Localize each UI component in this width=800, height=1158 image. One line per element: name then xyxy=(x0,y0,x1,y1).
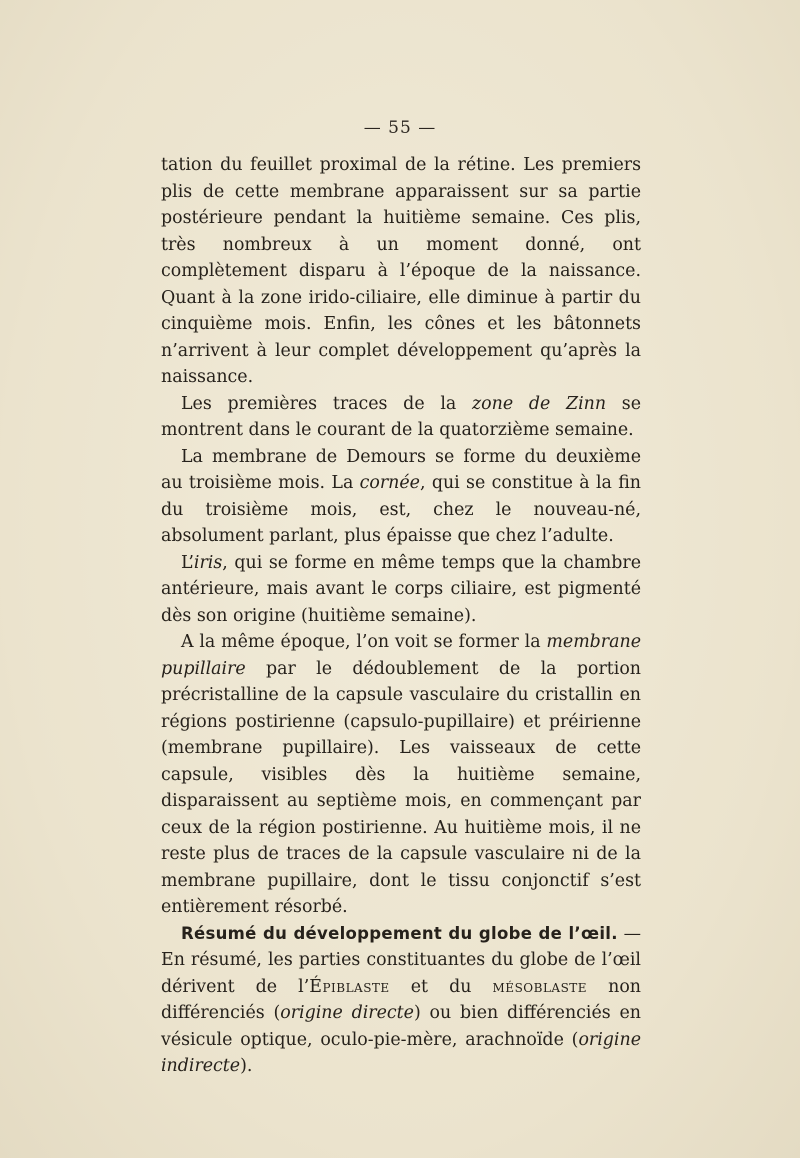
paragraph-iris xyxy=(161,550,641,630)
term-origine-directe: origine directe xyxy=(280,1003,414,1023)
term-origine-indirecte: origine indirecte xyxy=(161,1029,641,1076)
text-run: A la même époque, l’on voit se former la xyxy=(181,632,547,652)
text-run: En résumé, les parties constituantes du globe de l’œil dérivent de l’ xyxy=(161,950,641,997)
term-iris: iris xyxy=(193,552,223,573)
paragraph-pupillary-membrane xyxy=(161,629,641,921)
term-zone-de-zinn: zone de Zinn xyxy=(472,393,607,414)
text-run: — xyxy=(617,923,641,944)
text-run: et du xyxy=(389,976,493,997)
paragraph-summary xyxy=(161,921,641,1080)
text-run: , qui se constitue à la fin du troisième mois, est, chez le nouveau-né, absolument parlant, plus épaisse que chez l’adulte. xyxy=(161,473,642,546)
page-number: — 55 — xyxy=(363,118,437,138)
text-run: se montrent dans le courant de la quatorzième semaine. xyxy=(161,393,642,440)
text-run: ). xyxy=(240,1056,253,1076)
text-run: L’ xyxy=(181,552,194,573)
text-run: Les premières traces de la xyxy=(181,393,472,414)
paragraph-zonule-zinn xyxy=(161,391,641,444)
section-heading-resume: Résumé du développement du globe de l’œil. xyxy=(181,923,618,943)
body-text xyxy=(161,152,641,1080)
paragraph-cornea xyxy=(161,444,641,550)
term-mesoblaste: mésoblaste xyxy=(492,976,588,997)
term-membrane-pupillaire: membrane pupillaire xyxy=(161,632,641,679)
text-run: , qui se forme en même temps que la chambre antérieure, mais avant le corps ciliaire, est pigmenté dès son origine (huitième semaine). xyxy=(161,552,641,626)
text-run: ) ou bien différenciés en vésicule optique, oculo-pie-mère, arachnoïde ( xyxy=(161,1003,641,1050)
paragraph-retina: tation du feuillet proximal de la rétine. Les premiers plis de cette membrane apparaissent sur sa partie postérieure pendant la huitième semaine. Ces plis, très nombreux à un moment donné, ont complètement disparu à l’époque de la naissance. Quant à la zone irido-ciliaire, elle diminue à partir du cinquième mois. Enfin, les cônes et les bâtonnets n’arrivent à leur complet développement qu’après la naissance. xyxy=(161,155,641,387)
text-run: par le dédoublement de la portion précristalline de la capsule vasculaire du cristallin en régions postirienne (capsulo-pupillaire) et préirienne (membrane pupillaire). Les vaisseaux de cette capsule, visibles dès la huitième semaine, disparaissent au septième mois, en commençant par ceux de la région postirienne. Au huitième mois, il ne reste plus de traces de la capsule vasculaire ni de la membrane pupillaire, dont le tissu conjonctif s’est entièrement résorbé. xyxy=(161,658,641,917)
text-run: non différenciés ( xyxy=(161,976,641,1023)
term-cornee: cornée xyxy=(359,473,420,493)
term-epiblaste: Épiblaste xyxy=(309,976,390,997)
text-run: La membrane de Demours se forme du deuxième au troisième mois. La xyxy=(161,446,641,493)
